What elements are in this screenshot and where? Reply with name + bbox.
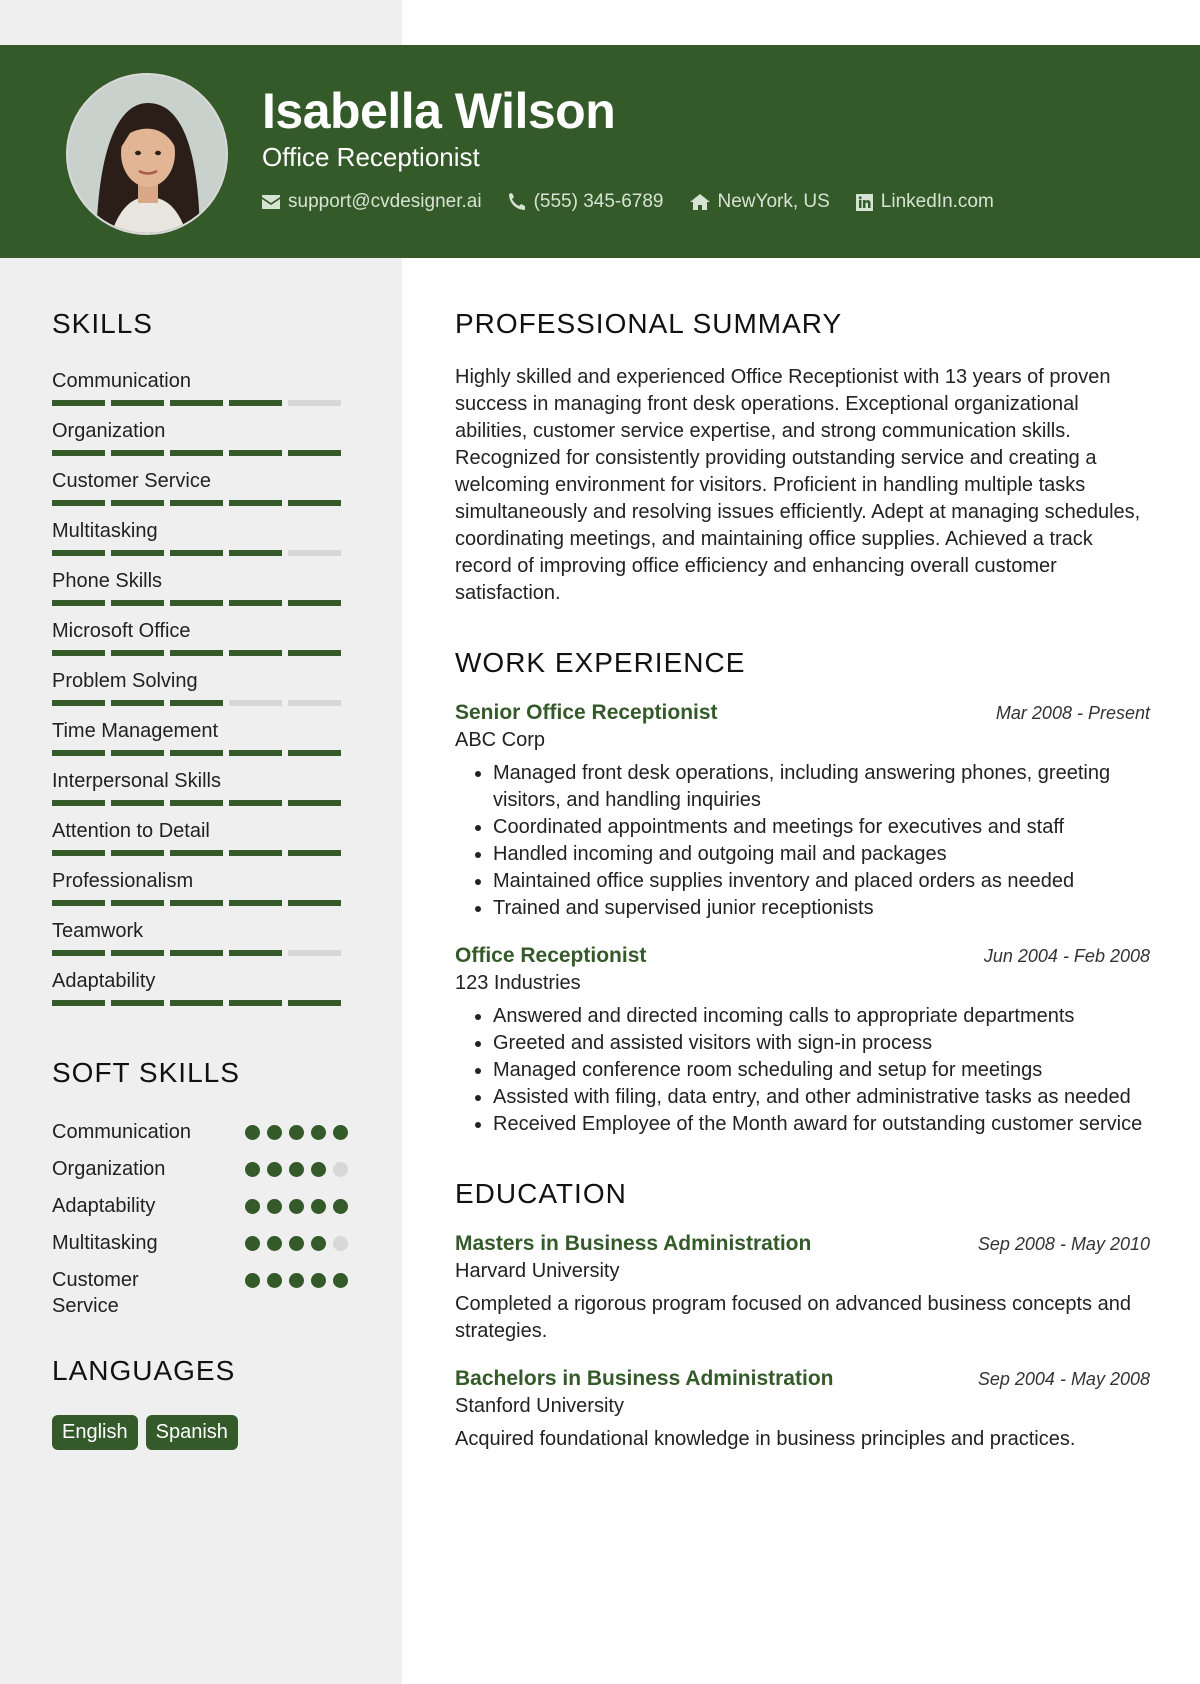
rating-dot-filled (245, 1125, 260, 1140)
job-date: Jun 2004 - Feb 2008 (983, 946, 1150, 966)
rating-dot-filled (245, 1273, 260, 1288)
home-icon (690, 194, 710, 210)
rating-dot-filled (333, 1199, 348, 1214)
skill-level-bar (52, 950, 341, 956)
skill-row (52, 670, 348, 720)
skill-name: Multitasking (52, 520, 158, 542)
rating-dot-filled (333, 1125, 348, 1140)
skill-segment-filled (52, 900, 105, 906)
skills-list (52, 370, 348, 1020)
rating-dot-filled (289, 1273, 304, 1288)
job-company: ABC Corp (455, 729, 546, 751)
skill-segment-filled (52, 800, 105, 806)
rating-dot-filled (245, 1162, 260, 1177)
skill-segment-filled (52, 700, 105, 706)
rating-dot-filled (267, 1199, 282, 1214)
skill-name: Adaptability (52, 970, 156, 992)
skill-row (52, 370, 348, 420)
skill-segment-filled (229, 450, 282, 456)
skill-segment-filled (170, 700, 223, 706)
skill-name: Phone Skills (52, 570, 163, 592)
school-name: Harvard University (455, 1260, 620, 1282)
skill-segment-empty (288, 950, 341, 956)
experience-heading: WORK EXPERIENCE (455, 647, 746, 678)
skill-level-bar (52, 550, 341, 556)
skill-segment-filled (229, 950, 282, 956)
languages-section (52, 1355, 348, 1450)
languages-list (52, 1415, 348, 1450)
summary-heading: PROFESSIONAL SUMMARY (455, 308, 843, 339)
skill-row (52, 820, 348, 870)
skill-segment-filled (52, 1000, 105, 1006)
skill-segment-filled (288, 900, 341, 906)
skill-segment-filled (229, 500, 282, 506)
skill-level-bar (52, 900, 341, 906)
skill-row (52, 770, 348, 820)
skill-segment-filled (170, 900, 223, 906)
rating-dot-filled (311, 1273, 326, 1288)
phone-icon (508, 193, 526, 211)
skill-segment-filled (52, 550, 105, 556)
skill-segment-empty (288, 400, 341, 406)
education-header (455, 1367, 1150, 1391)
skill-name: Teamwork (52, 920, 144, 942)
skill-row (52, 870, 348, 920)
job-bullet: • Maintained office supplies inventory and placed orders as needed (493, 868, 1150, 895)
main-content (455, 308, 1150, 1453)
job-header (455, 944, 1150, 968)
skill-segment-filled (111, 400, 164, 406)
skill-segment-filled (170, 500, 223, 506)
skill-segment-filled (52, 500, 105, 506)
skill-segment-filled (170, 650, 223, 656)
experience-section (455, 647, 1150, 1138)
contact-email-text: support@cvdesigner.ai (288, 191, 482, 212)
skill-segment-filled (170, 400, 223, 406)
skill-level-bar (52, 500, 341, 506)
language-tag: Spanish (146, 1415, 238, 1450)
skill-segment-filled (170, 950, 223, 956)
skill-segment-filled (288, 800, 341, 806)
job-company: 123 Industries (455, 972, 581, 994)
skill-segment-filled (288, 500, 341, 506)
skill-segment-filled (229, 550, 282, 556)
skill-row (52, 570, 348, 620)
contact-location (690, 191, 830, 213)
skill-segment-filled (229, 650, 282, 656)
summary-section (455, 308, 1150, 607)
education-entry (455, 1232, 1150, 1345)
soft-skill-rating (245, 1267, 348, 1288)
soft-skill-rating (245, 1230, 348, 1251)
skills-section (52, 308, 348, 1020)
skill-segment-filled (229, 1000, 282, 1006)
rating-dot-empty (333, 1236, 348, 1251)
education-section (455, 1178, 1150, 1453)
skill-segment-filled (111, 700, 164, 706)
language-tag: English (52, 1415, 138, 1450)
skill-level-bar (52, 700, 341, 706)
header-banner (0, 45, 1200, 258)
soft-skill-row (52, 1156, 348, 1182)
skill-segment-filled (288, 850, 341, 856)
education-description: Completed a rigorous program focused on advanced business concepts and strategies. (455, 1293, 1131, 1342)
skill-segment-filled (170, 850, 223, 856)
avatar (66, 73, 228, 235)
skill-segment-filled (229, 750, 282, 756)
skill-name: Customer Service (52, 470, 211, 492)
job-bullet: • Managed conference room scheduling and setup for meetings (493, 1057, 1150, 1084)
skill-row (52, 970, 348, 1020)
skill-segment-filled (170, 750, 223, 756)
skill-name: Attention to Detail (52, 820, 210, 842)
education-header (455, 1232, 1150, 1256)
degree-title: Masters in Business Administration (455, 1232, 812, 1255)
skill-segment-filled (229, 600, 282, 606)
rating-dot-filled (245, 1236, 260, 1251)
linkedin-icon (856, 194, 873, 211)
soft-skill-name: Customer Service (52, 1269, 139, 1317)
skill-level-bar (52, 750, 341, 756)
education-date: Sep 2004 - May 2008 (977, 1369, 1150, 1389)
skill-segment-filled (229, 400, 282, 406)
rating-dot-filled (267, 1236, 282, 1251)
soft-skill-row (52, 1267, 348, 1319)
rating-dot-filled (333, 1273, 348, 1288)
skill-segment-filled (111, 550, 164, 556)
rating-dot-filled (289, 1162, 304, 1177)
skill-segment-filled (111, 850, 164, 856)
skill-segment-filled (52, 950, 105, 956)
skill-level-bar (52, 650, 341, 656)
skill-row (52, 620, 348, 670)
skill-segment-filled (111, 600, 164, 606)
rating-dot-filled (311, 1162, 326, 1177)
rating-dot-filled (267, 1125, 282, 1140)
skill-row (52, 470, 348, 520)
skill-segment-filled (111, 750, 164, 756)
education-entry (455, 1367, 1150, 1453)
job-bullet: • Handled incoming and outgoing mail and packages (493, 841, 1150, 868)
contact-location-text: NewYork, US (717, 191, 830, 212)
skill-segment-filled (111, 950, 164, 956)
degree-title: Bachelors in Business Administration (455, 1367, 834, 1390)
job-bullet: • Assisted with filing, data entry, and other administrative tasks as needed (493, 1084, 1150, 1111)
soft-skill-row (52, 1119, 348, 1145)
candidate-name: Isabella Wilson (262, 83, 616, 139)
skill-level-bar (52, 850, 341, 856)
education-list (455, 1232, 1150, 1453)
job-title: Office Receptionist (262, 142, 480, 172)
soft-skill-row (52, 1230, 348, 1256)
skill-segment-filled (170, 600, 223, 606)
soft-skill-name: Multitasking (52, 1232, 158, 1254)
education-heading: EDUCATION (455, 1178, 627, 1209)
skill-level-bar (52, 450, 341, 456)
job-title: Office Receptionist (455, 944, 647, 967)
job-title: Senior Office Receptionist (455, 701, 718, 724)
soft-skill-rating (245, 1119, 348, 1140)
skill-segment-filled (111, 900, 164, 906)
skill-segment-filled (111, 500, 164, 506)
contact-linkedin-text: LinkedIn.com (880, 191, 994, 212)
skill-segment-filled (52, 850, 105, 856)
soft-skill-name: Organization (52, 1158, 166, 1180)
skill-segment-filled (170, 1000, 223, 1006)
skill-segment-filled (288, 650, 341, 656)
rating-dot-filled (289, 1125, 304, 1140)
skill-segment-filled (170, 550, 223, 556)
skill-row (52, 920, 348, 970)
skill-segment-filled (52, 650, 105, 656)
rating-dot-filled (311, 1236, 326, 1251)
skill-name: Interpersonal Skills (52, 770, 221, 792)
rating-dot-filled (289, 1236, 304, 1251)
soft-skill-name: Adaptability (52, 1195, 156, 1217)
rating-dot-filled (245, 1199, 260, 1214)
skill-level-bar (52, 400, 341, 406)
soft-skills-list (52, 1119, 348, 1319)
skill-row (52, 420, 348, 470)
skill-segment-filled (288, 750, 341, 756)
education-date: Sep 2008 - May 2010 (977, 1234, 1150, 1254)
rating-dot-filled (311, 1199, 326, 1214)
soft-skills-section (52, 1057, 348, 1330)
soft-skills-heading: SOFT SKILLS (52, 1057, 240, 1088)
job-entry (455, 701, 1150, 922)
rating-dot-filled (289, 1199, 304, 1214)
job-bullet: • Greeted and assisted visitors with sign-in process (493, 1030, 1150, 1057)
skill-segment-filled (229, 800, 282, 806)
job-bullet: • Answered and directed incoming calls to appropriate departments (493, 1003, 1150, 1030)
rating-dot-empty (333, 1162, 348, 1177)
job-bullet: • Managed front desk operations, including answering phones, greeting visitors, and handling inquiries (493, 760, 1150, 814)
skill-segment-empty (288, 700, 341, 706)
rating-dot-filled (267, 1273, 282, 1288)
contact-phone-text: (555) 345-6789 (533, 191, 664, 212)
education-description: Acquired foundational knowledge in business principles and practices. (455, 1428, 1076, 1450)
job-bullets (455, 1003, 1150, 1138)
job-bullets (455, 760, 1150, 922)
skill-segment-filled (229, 850, 282, 856)
skill-name: Microsoft Office (52, 620, 191, 642)
skill-segment-filled (170, 800, 223, 806)
contact-email[interactable] (262, 191, 482, 213)
soft-skill-rating (245, 1156, 348, 1177)
skill-segment-filled (229, 900, 282, 906)
soft-skill-rating (245, 1193, 348, 1214)
skill-segment-empty (288, 550, 341, 556)
skill-segment-filled (111, 800, 164, 806)
skill-segment-filled (52, 750, 105, 756)
skill-segment-filled (170, 450, 223, 456)
jobs-list (455, 701, 1150, 1138)
skill-segment-filled (52, 400, 105, 406)
skill-segment-empty (229, 700, 282, 706)
skill-level-bar (52, 800, 341, 806)
rating-dot-filled (267, 1162, 282, 1177)
skill-segment-filled (52, 450, 105, 456)
job-bullet: • Trained and supervised junior receptionists (493, 895, 1150, 922)
skill-name: Problem Solving (52, 670, 198, 692)
skills-heading: SKILLS (52, 308, 153, 339)
job-date: Mar 2008 - Present (995, 703, 1150, 723)
skill-row (52, 520, 348, 570)
skill-row (52, 720, 348, 770)
job-bullet: • Coordinated appointments and meetings for executives and staff (493, 814, 1150, 841)
skill-segment-filled (111, 1000, 164, 1006)
contact-linkedin[interactable] (856, 191, 994, 213)
skill-segment-filled (288, 600, 341, 606)
envelope-icon (262, 195, 280, 209)
skill-segment-filled (111, 650, 164, 656)
job-bullet: • Received Employee of the Month award for outstanding customer service (493, 1111, 1150, 1138)
skill-name: Organization (52, 420, 166, 442)
soft-skill-name: Communication (52, 1121, 191, 1143)
contact-list (262, 191, 994, 213)
languages-heading: LANGUAGES (52, 1355, 236, 1386)
soft-skill-row (52, 1193, 348, 1219)
skill-name: Communication (52, 370, 191, 392)
skill-name: Time Management (52, 720, 218, 742)
skill-segment-filled (288, 450, 341, 456)
contact-phone[interactable] (508, 191, 664, 213)
job-entry (455, 944, 1150, 1138)
summary-text: Highly skilled and experienced Office Receptionist with 13 years of proven success in managing front desk operations. Exceptional organizational abilities, customer service expertise, and strong communication skills. Recognized for consistently providing outstanding service and creating a welcoming environment for visitors. Proficient in handling multiple tasks simultaneously and resolving issues efficiently. Adept at managing schedules, coordinating meetings, and maintaining office supplies. Achieved a track record of improving office efficiency and enhancing overall customer satisfaction. (455, 366, 1141, 604)
skill-name: Professionalism (52, 870, 194, 892)
rating-dot-filled (311, 1125, 326, 1140)
job-header (455, 701, 1150, 725)
skill-level-bar (52, 600, 341, 606)
skill-segment-filled (52, 600, 105, 606)
skill-segment-filled (288, 1000, 341, 1006)
skill-segment-filled (111, 450, 164, 456)
school-name: Stanford University (455, 1395, 624, 1417)
skill-level-bar (52, 1000, 341, 1006)
